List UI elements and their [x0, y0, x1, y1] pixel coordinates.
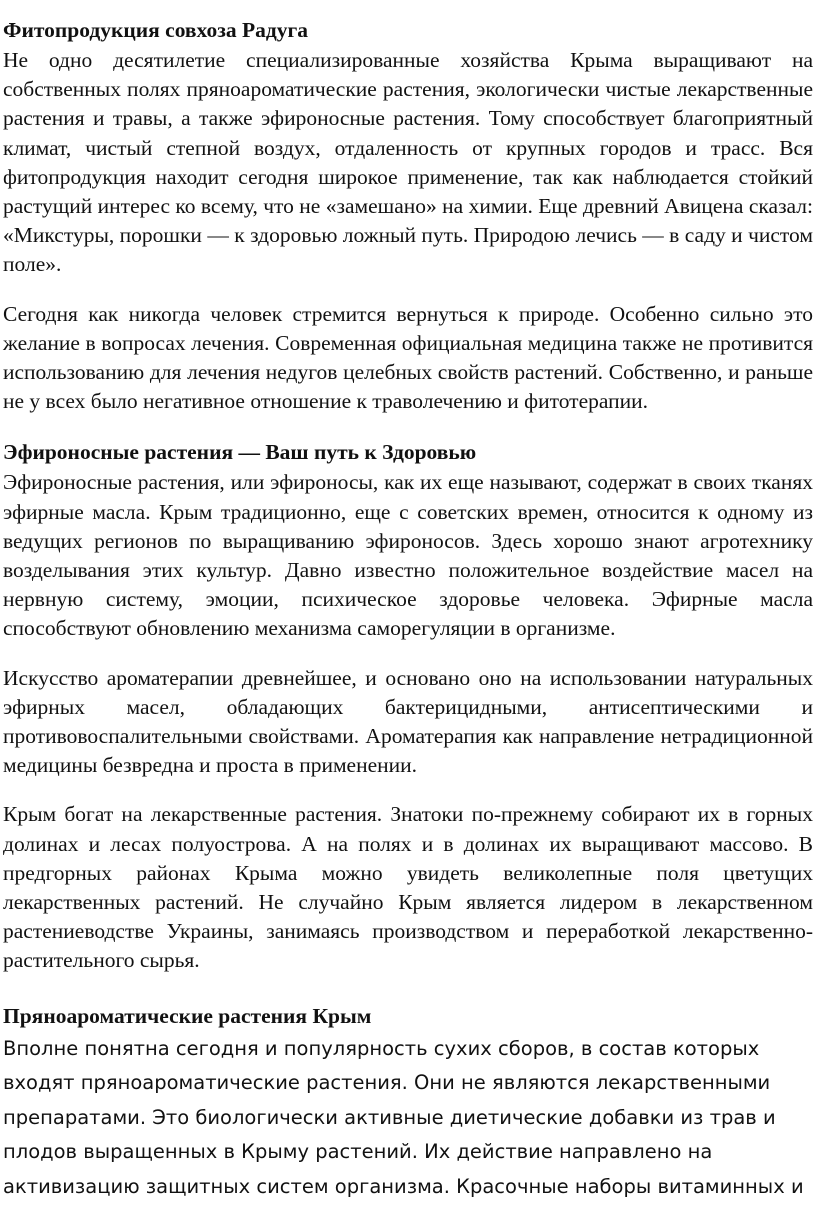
paragraph: Крым богат на лекарственные растения. Знатоки по-прежнему собирают их в горных долинах и лесах полуострова. А на полях и в долинах их выращивают массово. В предгорных районах Крыма можно увидеть великолепные поля цветущих лекарственных растений. Не случайно Крым является лидером в лекарственном растениеводстве Украины, занимаясь производством и переработкой лекарственно-растительного сырья. — [3, 802, 813, 973]
paragraph: Эфироносные растения, или эфироносы, как их еще называют, содержат в своих тканях эфирные масла. Крым традиционно, еще с советских времен, относится к одному из ведущих регионов по выращиванию эфироносов. Здесь хорошо знают агротехнику возделывания этих культур. Давно известно положительное воздействие масел на нервную систему, эмоции, психическое здоровье человека. Эфирные масла способствуют обновлению механизма саморегуляции в организме. — [3, 470, 813, 641]
paragraph: Не одно десятилетие специализированные хозяйства Крыма выращивают на собственных полях пряноароматические растения, экологически чистые лекарственные растения и травы, а также эфироносные растения. Тому способствует благоприятный климат, чистый степной воздух, отдаленность от крупных городов и трасс. Вся фитопродукция находит сегодня широкое применение, так как наблюдается стойкий растущий интерес ко всему, что не «замешано» на химии. Еще древний Авицена сказал: «Микстуры, порошки — к здоровью ложный путь. Природою лечись — в саду и чистом поле». — [3, 48, 813, 277]
section-heading: Пряноароматические растения Крым — [3, 1003, 372, 1028]
document-page — [3, 14, 813, 1204]
paragraph: Искусство ароматерапии древнейшее, и основано оно на использовании натуральных эфирных масел, обладающих бактерицидными, антисептическими и противовоспалительными свойствами. Ароматерапия как направление нетрадиционной медицины безвредна и проста в применении. — [3, 665, 813, 778]
paragraph: Сегодня как никогда человек стремится вернуться к природе. Особенно сильно это желание в вопросах лечения. Современная официальная медицина также не противится использованию для лечения недугов целебных свойств растений. Собственно, и раньше не у всех было негативное отношение к траволечению и фитотерапии. — [3, 301, 813, 414]
section-heading: Фитопродукция совхоза Радуга — [3, 18, 308, 42]
paragraph: Вполне понятна сегодня и популярность сухих сборов, в состав которых входят пряноароматические растения. Они не являются лекарственными препаратами. Это биологически активные диетические добавки из трав и плодов выращенных в Крыму растений. Их действие направлено на активизацию защитных систем организма. Красочные наборы витаминных и — [3, 1036, 804, 1198]
section-heading: Эфироносные растения — Ваш путь к Здоровью — [3, 440, 477, 465]
